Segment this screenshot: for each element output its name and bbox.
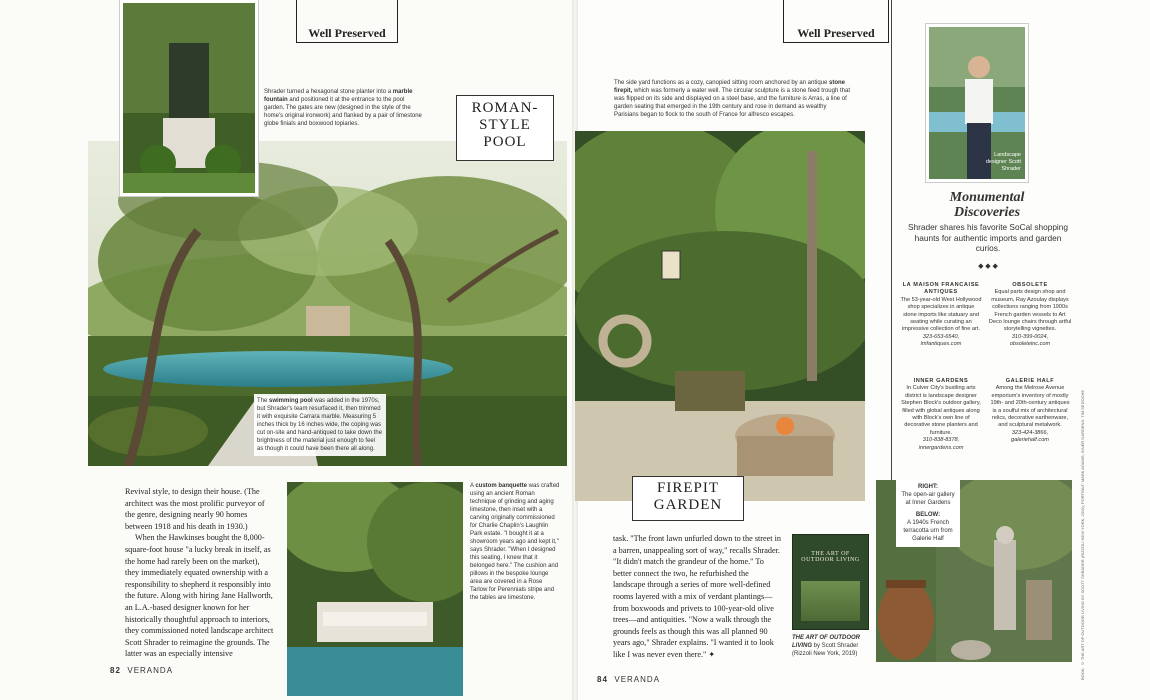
caption-text: A 1940s French terracotta urn from Galerie Half [903, 520, 953, 542]
title-line: STYLE [479, 117, 531, 133]
caption-text: The side yard functions as a cozy, canopied sitting room anchored by an antique [614, 80, 830, 86]
caption-bold: stone firepit, [614, 80, 846, 94]
sidebar-rule [891, 0, 892, 480]
magazine-name: VERANDA [614, 675, 661, 684]
page-number: 84 [597, 675, 608, 684]
title-line: GARDEN [653, 497, 723, 513]
firepit-title [632, 476, 744, 521]
caption-text: Shrader turned a hexagonal stone planter into a [264, 89, 393, 95]
shop-name: GALERIE HALF [1005, 378, 1055, 384]
firepit-photo [575, 131, 865, 501]
firepit-illustration [575, 131, 865, 501]
caption-bold: swimming pool [269, 398, 313, 404]
shop-name: INNER GARDENS [913, 378, 969, 384]
caption-bold: custom banquette [475, 483, 528, 489]
pool-caption [254, 394, 386, 456]
portrait-caption: Landscape designer Scott Shrader [985, 152, 1021, 172]
caption-text: The open-air gallery at Inner Gardens [901, 492, 955, 506]
shop-description: The 53-year-old West Hollywood shop specializes in antique stone imports like statuary and seating while curating an impressive collection of fine art. [900, 296, 982, 333]
sidebar-title [898, 190, 1076, 220]
shop-obsolete [988, 282, 1072, 349]
caption-bold: marble fountain [264, 89, 413, 103]
sidebar-title-line: Discoveries [953, 205, 1021, 220]
right-body-text [613, 533, 781, 661]
shop-web[interactable]: obsoleteinc.com [1009, 341, 1051, 348]
right-folio [597, 675, 660, 684]
shop-phone: 323-424-3866, [1011, 429, 1049, 436]
banquette-photo [287, 482, 463, 696]
caption-text: was crafted using an ancient Roman technique of grinding and aging limestone, then inset with a carving originally commissioned for Charlie Chaplin's Laughlin Park estate. "I bought it at a showroom years ago and kept it," says Shrader. "When I designed this seating, I knew that it belonged here." The cushion and pillows in the bespoke lounge area are covered in a Rose Tarlow for Perennials stripe and the tables are limestone. [470, 483, 560, 601]
portrait-photo [926, 24, 1028, 182]
title-line: POOL [483, 134, 527, 150]
left-body-text [125, 486, 275, 660]
shop-phone: 310-838-8378, [922, 437, 960, 444]
title-line: FIREPIT [656, 480, 719, 496]
fountain-illustration [123, 3, 255, 193]
shop-description: Among the Melrose Avenue emporium's inventory of mostly 19th- and 20th-century antiques is a soulful mix of architectural relics, decorative earthenware, and sculptural metalwork. [990, 385, 1070, 429]
shop-la-maison [900, 282, 982, 349]
shop-web[interactable]: lmfantiques.com [920, 341, 962, 348]
book-caption-rest: by Scott Shrader (Rizzoli New York, 2019) [792, 643, 859, 657]
caption-text: was added in the 1970s, but Shrader's team resurfaced it, then trimmed it with exquisite Carrara marble. Measuring 5 inches thick by 16 inches wide, the coping was cut on-site and hand-antiqued to take down the brightness of the material just enough to feel as though it could have been there all along. [257, 398, 383, 452]
book-cover [792, 534, 869, 630]
banquette-caption [470, 482, 560, 602]
book-cover-line: OUTDOOR LIVING [801, 557, 860, 563]
body-paragraph: When the Hawkinses bought the 8,000-square-foot house "a lucky break in itself, as the home had rarely been on the market), they immediately equated ownership with a responsibility to shepherd it responsibly into the future. Along with hiring Jane Hallworth, an L.A.-based designer known for her historically thoughtful approach to interiors, they commissioned noted landscape architect Scott Shrader to reimagine the grounds. The latter was an especially intensive [125, 533, 274, 659]
title-line: ROMAN- [471, 100, 539, 116]
shop-description: Equal parts design shop and museum, Ray Azoulay displays collections ranging from 1900s French garden vessels to Art Deco lounge chairs through artful storytelling vignettes. [988, 289, 1072, 333]
section-tab-left: Well Preserved [296, 0, 398, 43]
photo-credit: BOOK: © THE ART OF OUTDOOR LIVING BY SCOTT SHRADER (RIZZOLI NEW YORK, 2019); PORTRAIT: MARK ADAMS; INNER GARDENS: TIM SEDOCHE [1080, 389, 1085, 680]
shop-name: LA MAISON FRANCAISE ANTIQUES [902, 282, 980, 296]
body-paragraph: task. "The front lawn unfurled down to the street in a barren, unappealing sort of way," recalls Shrader. "It didn't match the grandeur of the home." To better connect the two, he refurbished the landscape through a series of more well-defined rooms layered with a mix of verdant plantings—from boxwoods and privets to 100-year-old olive trees—and antiquities. "Now a walk through the grounds feels as though this was all planned 90 years ago," Shrader explains. "I wanted it to look like I was never even there." ✦ [613, 534, 781, 659]
shop-galerie-half [988, 378, 1072, 445]
roman-pool-title [456, 95, 554, 161]
caption-text: and positioned it at the entrance to the pool garden. The gates are new (designed in the style of the home's original ironwork) and flanked by a pair of limestone globe finials and boxwood topiaries. [264, 97, 422, 127]
page-number: 82 [110, 666, 121, 675]
inner-gardens-caption [896, 480, 960, 547]
shop-name: OBSOLETE [1012, 282, 1048, 288]
shop-inner-gardens [900, 378, 982, 452]
fountain-inset-photo [120, 0, 258, 196]
sidebar-divider: ◆ ◆ ◆ [978, 262, 998, 270]
caption-label: RIGHT: [918, 484, 938, 490]
left-folio [110, 666, 173, 675]
fountain-caption [264, 88, 424, 128]
shop-phone: 323-653-6540, [922, 333, 960, 340]
caption-label: BELOW: [915, 512, 941, 518]
book-title: THE ART OF OUTDOOR LIVING [792, 635, 860, 649]
caption-text: The [257, 398, 270, 404]
caption-text: A [470, 483, 476, 489]
shop-web[interactable]: innergardens.com [918, 444, 964, 451]
shop-phone: 310-399-0024, [1011, 333, 1049, 340]
banquette-illustration [287, 482, 463, 696]
shop-web[interactable]: galeriehalf.com [1011, 437, 1049, 444]
caption-text: which was formerly a water well. The circular sculpture is a stone feed trough that was flipped on its side and displayed on a steel base, and the furniture is Arras, a line of garden seating that emerged in the 19th century and rose in demand as wealthy Parisians began to flock to the south of France for alfresco escapes. [614, 88, 850, 118]
book-cover-line: THE ART OF [811, 551, 850, 557]
book-caption [792, 634, 872, 658]
firepit-top-caption [614, 79, 850, 119]
body-paragraph: Revival style, to design their house. (The architect was the most prolific purveyor of the genre, designing nearly 90 homes between 1918 and his death in 1930.) [125, 487, 265, 531]
sidebar-dek: Shrader shares his favorite SoCal shopping haunts for authentic imports and garden curios. [907, 222, 1069, 253]
magazine-name: VERANDA [127, 666, 174, 675]
sidebar-title-line: Monumental [949, 190, 1025, 205]
shop-description: In Culver City's bustling arts district is landscape designer Stephen Block's outdoor gallery, filled with global antiques along with Block's own line of decorative stone planters and furniture. [901, 385, 981, 436]
section-tab-right: Well Preserved [783, 0, 889, 43]
